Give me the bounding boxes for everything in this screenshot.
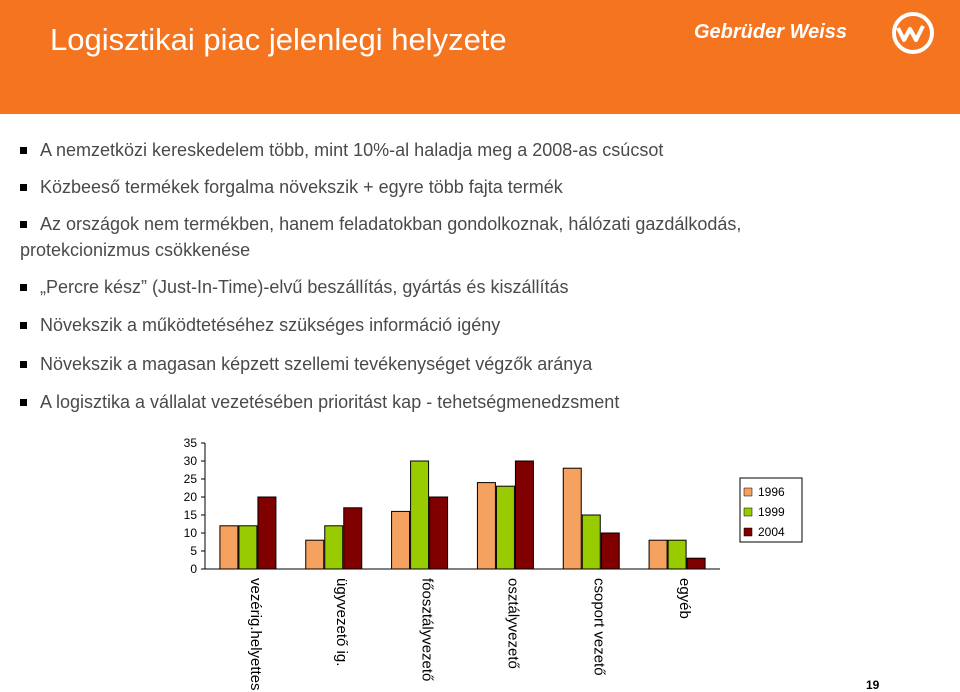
bar-1999 — [668, 540, 686, 569]
page-title: Logisztikai piac jelenlegi helyzete — [50, 22, 507, 57]
x-category-label: osztályvezető — [504, 578, 522, 669]
x-category-label: egyéb — [676, 578, 694, 619]
bullet-item: „Percre kész” (Just-In-Time)-elvű beszállítás, gyártás és kiszállítás — [20, 277, 950, 315]
legend-label: 1999 — [758, 505, 785, 519]
y-tick-label: 35 — [183, 436, 197, 450]
brand-name: Gebrüder Weiss — [694, 21, 848, 43]
legend-label: 2004 — [758, 525, 785, 539]
bullet-item: Az országok nem termékben, hanem feladatokban gondolkoznak, hálózati gazdálkodás, — [20, 214, 950, 240]
bar-2004 — [344, 508, 362, 569]
bar-1999 — [496, 486, 514, 569]
y-tick-label: 20 — [183, 490, 197, 504]
bullet-item: Növekszik a működtetéséhez szükséges információ igény — [20, 315, 950, 354]
x-category-label: csoport vezető — [590, 578, 608, 676]
page-number: 19 — [866, 678, 880, 692]
bullet-item: A logisztika a vállalat vezetésében prioritást kap - tehetségmenedzsment — [20, 392, 950, 430]
legend-swatch — [744, 508, 752, 516]
bar-1996 — [306, 540, 324, 569]
bar-1999 — [325, 526, 343, 569]
bar-1996 — [220, 526, 238, 569]
legend-label: 1996 — [758, 485, 785, 499]
bar-2004 — [430, 497, 448, 569]
bar-2004 — [687, 558, 705, 569]
bullet-item-continuation: protekcionizmus csökkenése — [20, 240, 251, 260]
y-tick-label: 25 — [183, 472, 197, 486]
legend-swatch — [744, 488, 752, 496]
x-category-label: ügyvezető ig. — [332, 578, 350, 667]
bar-2004 — [515, 461, 533, 569]
x-category-label: főosztályvezető — [418, 578, 436, 682]
y-tick-label: 0 — [190, 562, 197, 576]
bar-1999 — [239, 526, 257, 569]
bar-2004 — [258, 497, 276, 569]
legend-swatch — [744, 528, 752, 536]
bullet-item: Közbeeső termékek forgalma növekszik + egyre több fajta termék — [20, 177, 950, 214]
y-tick-label: 15 — [183, 508, 197, 522]
bullet-item: Növekszik a magasan képzett szellemi tevékenységet végzők aránya — [20, 354, 950, 392]
bar-1996 — [477, 483, 495, 569]
bar-1996 — [563, 468, 581, 569]
y-tick-label: 5 — [190, 544, 197, 558]
bar-1996 — [392, 511, 410, 569]
y-tick-label: 30 — [183, 454, 197, 468]
bar-2004 — [601, 533, 619, 569]
bar-1999 — [411, 461, 429, 569]
x-category-label: vezérig.helyettes — [246, 578, 264, 691]
bar-1999 — [582, 515, 600, 569]
y-tick-label: 10 — [183, 526, 197, 540]
bullet-item: A nemzetközi kereskedelem több, mint 10%-al haladja meg a 2008-as csúcsot — [20, 140, 950, 177]
bar-1996 — [649, 540, 667, 569]
